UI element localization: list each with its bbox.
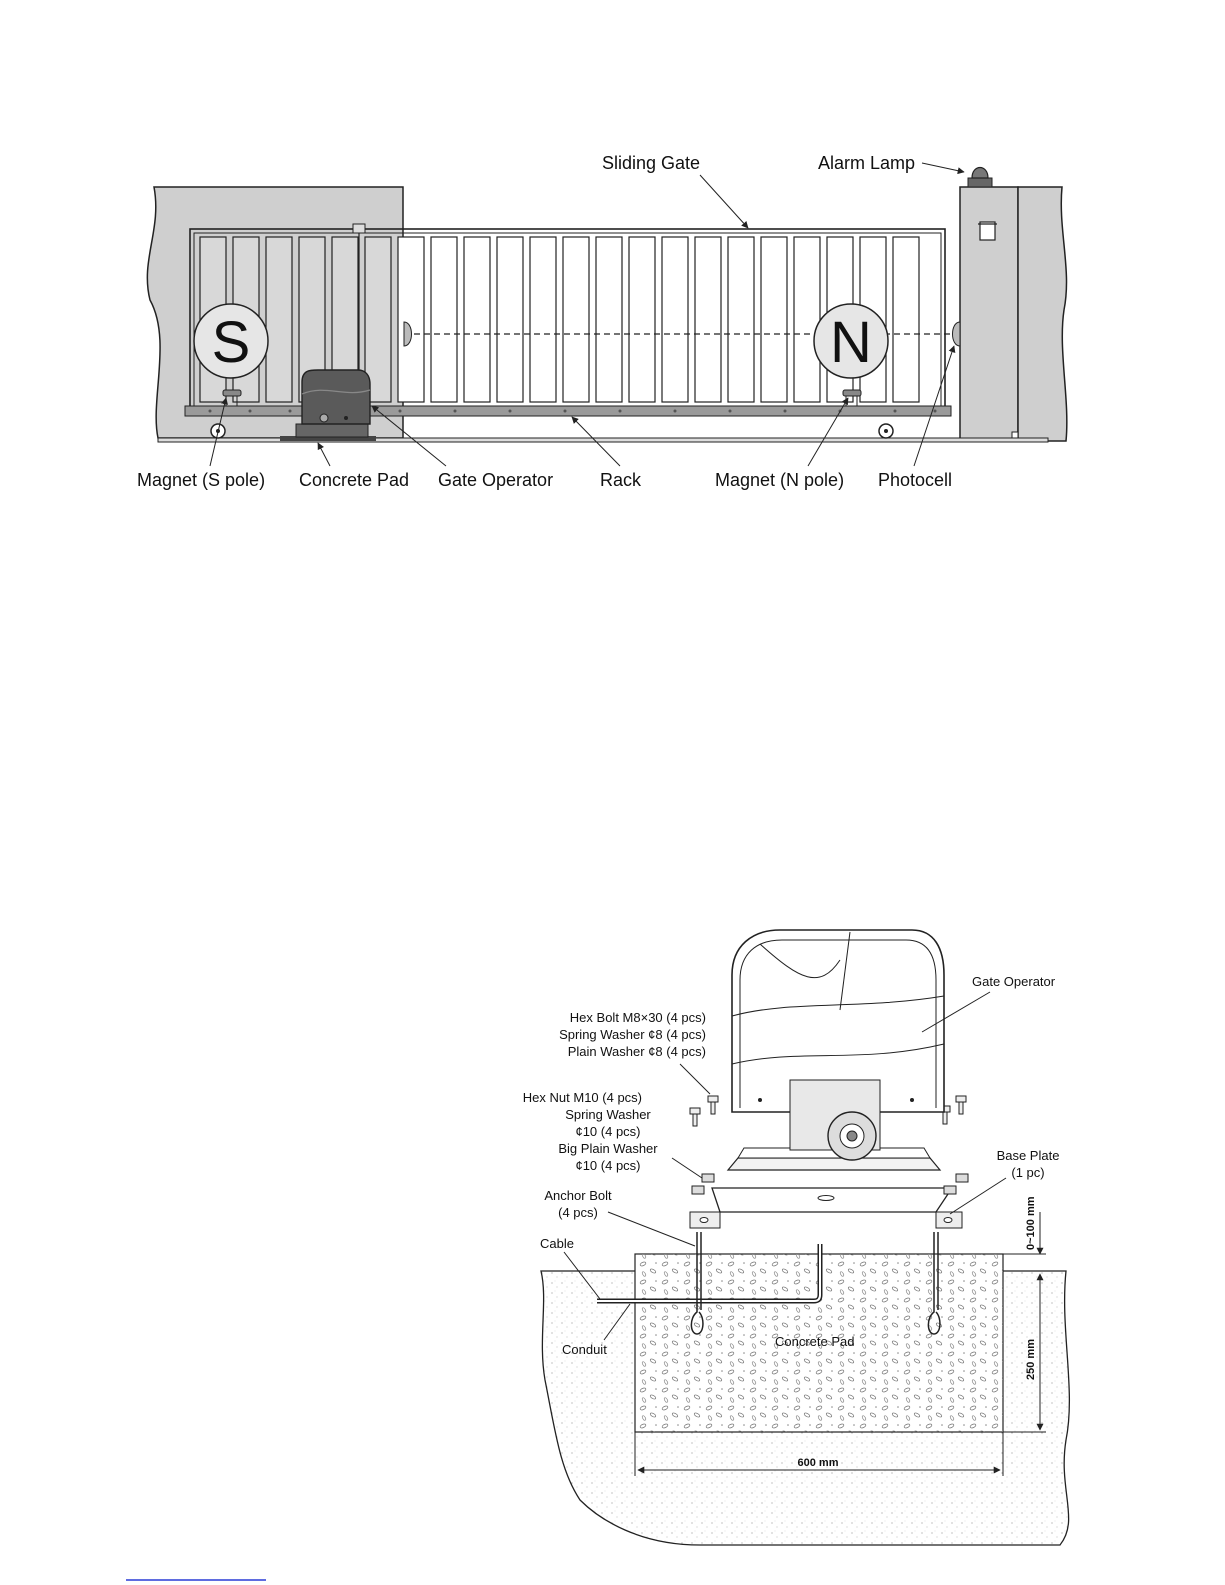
label-magnet-n: Magnet (N pole) (715, 470, 845, 490)
label-big-plain-washer-b: ¢10 (4 pcs) (575, 1158, 641, 1173)
sliding-gate-diagram (137, 153, 1067, 490)
rack (185, 406, 951, 416)
label-conduit: Conduit (562, 1342, 607, 1357)
label-concrete-pad-bottom: Concrete Pad (775, 1334, 855, 1349)
label-spring-washer-8: Spring Washer ¢8 (4 pcs) (559, 1027, 706, 1042)
label-plain-washer-8: Plain Washer ¢8 (4 pcs) (567, 1044, 706, 1059)
dim-width: 600 mm (797, 1457, 839, 1469)
label-rack: Rack (600, 470, 642, 490)
gate-operator-unit (728, 930, 944, 1170)
label-concrete-pad-top: Concrete Pad (299, 470, 410, 490)
label-spring-washer-10b: ¢10 (4 pcs) (575, 1124, 641, 1139)
alarm-lamp (968, 168, 992, 188)
label-sliding-gate: Sliding Gate (602, 153, 701, 173)
label-anchor-bolt-a: Anchor Bolt (544, 1188, 612, 1203)
label-base-plate-a: Base Plate (996, 1148, 1060, 1163)
label-gate-operator-top: Gate Operator (438, 470, 554, 490)
label-magnet-s: Magnet (S pole) (137, 470, 266, 490)
label-anchor-bolt-b: (4 pcs) (558, 1205, 598, 1220)
label-hex-bolt: Hex Bolt M8×30 (4 pcs) (569, 1010, 706, 1025)
pole-s-letter: S (211, 310, 251, 375)
dim-depth: 250 mm (1025, 1339, 1037, 1380)
base-plate (690, 1188, 962, 1228)
pole-n-letter: N (830, 310, 872, 375)
dim-height-above: 0~100 mm (1025, 1196, 1037, 1250)
label-alarm-lamp: Alarm Lamp (818, 153, 916, 173)
label-base-plate-b: (1 pc) (1011, 1165, 1045, 1180)
gate-wheel-right (879, 424, 893, 438)
photocell-box (980, 222, 995, 240)
installation-detail-diagram (523, 930, 1070, 1545)
label-cable: Cable (540, 1236, 574, 1251)
label-gate-operator-bottom: Gate Operator (972, 974, 1056, 989)
label-big-plain-washer-a: Big Plain Washer (558, 1141, 658, 1156)
label-photocell: Photocell (878, 470, 953, 490)
label-hex-nut: Hex Nut M10 (4 pcs) (522, 1090, 642, 1105)
right-wall (1018, 187, 1067, 441)
label-spring-washer-10a: Spring Washer (565, 1107, 651, 1122)
